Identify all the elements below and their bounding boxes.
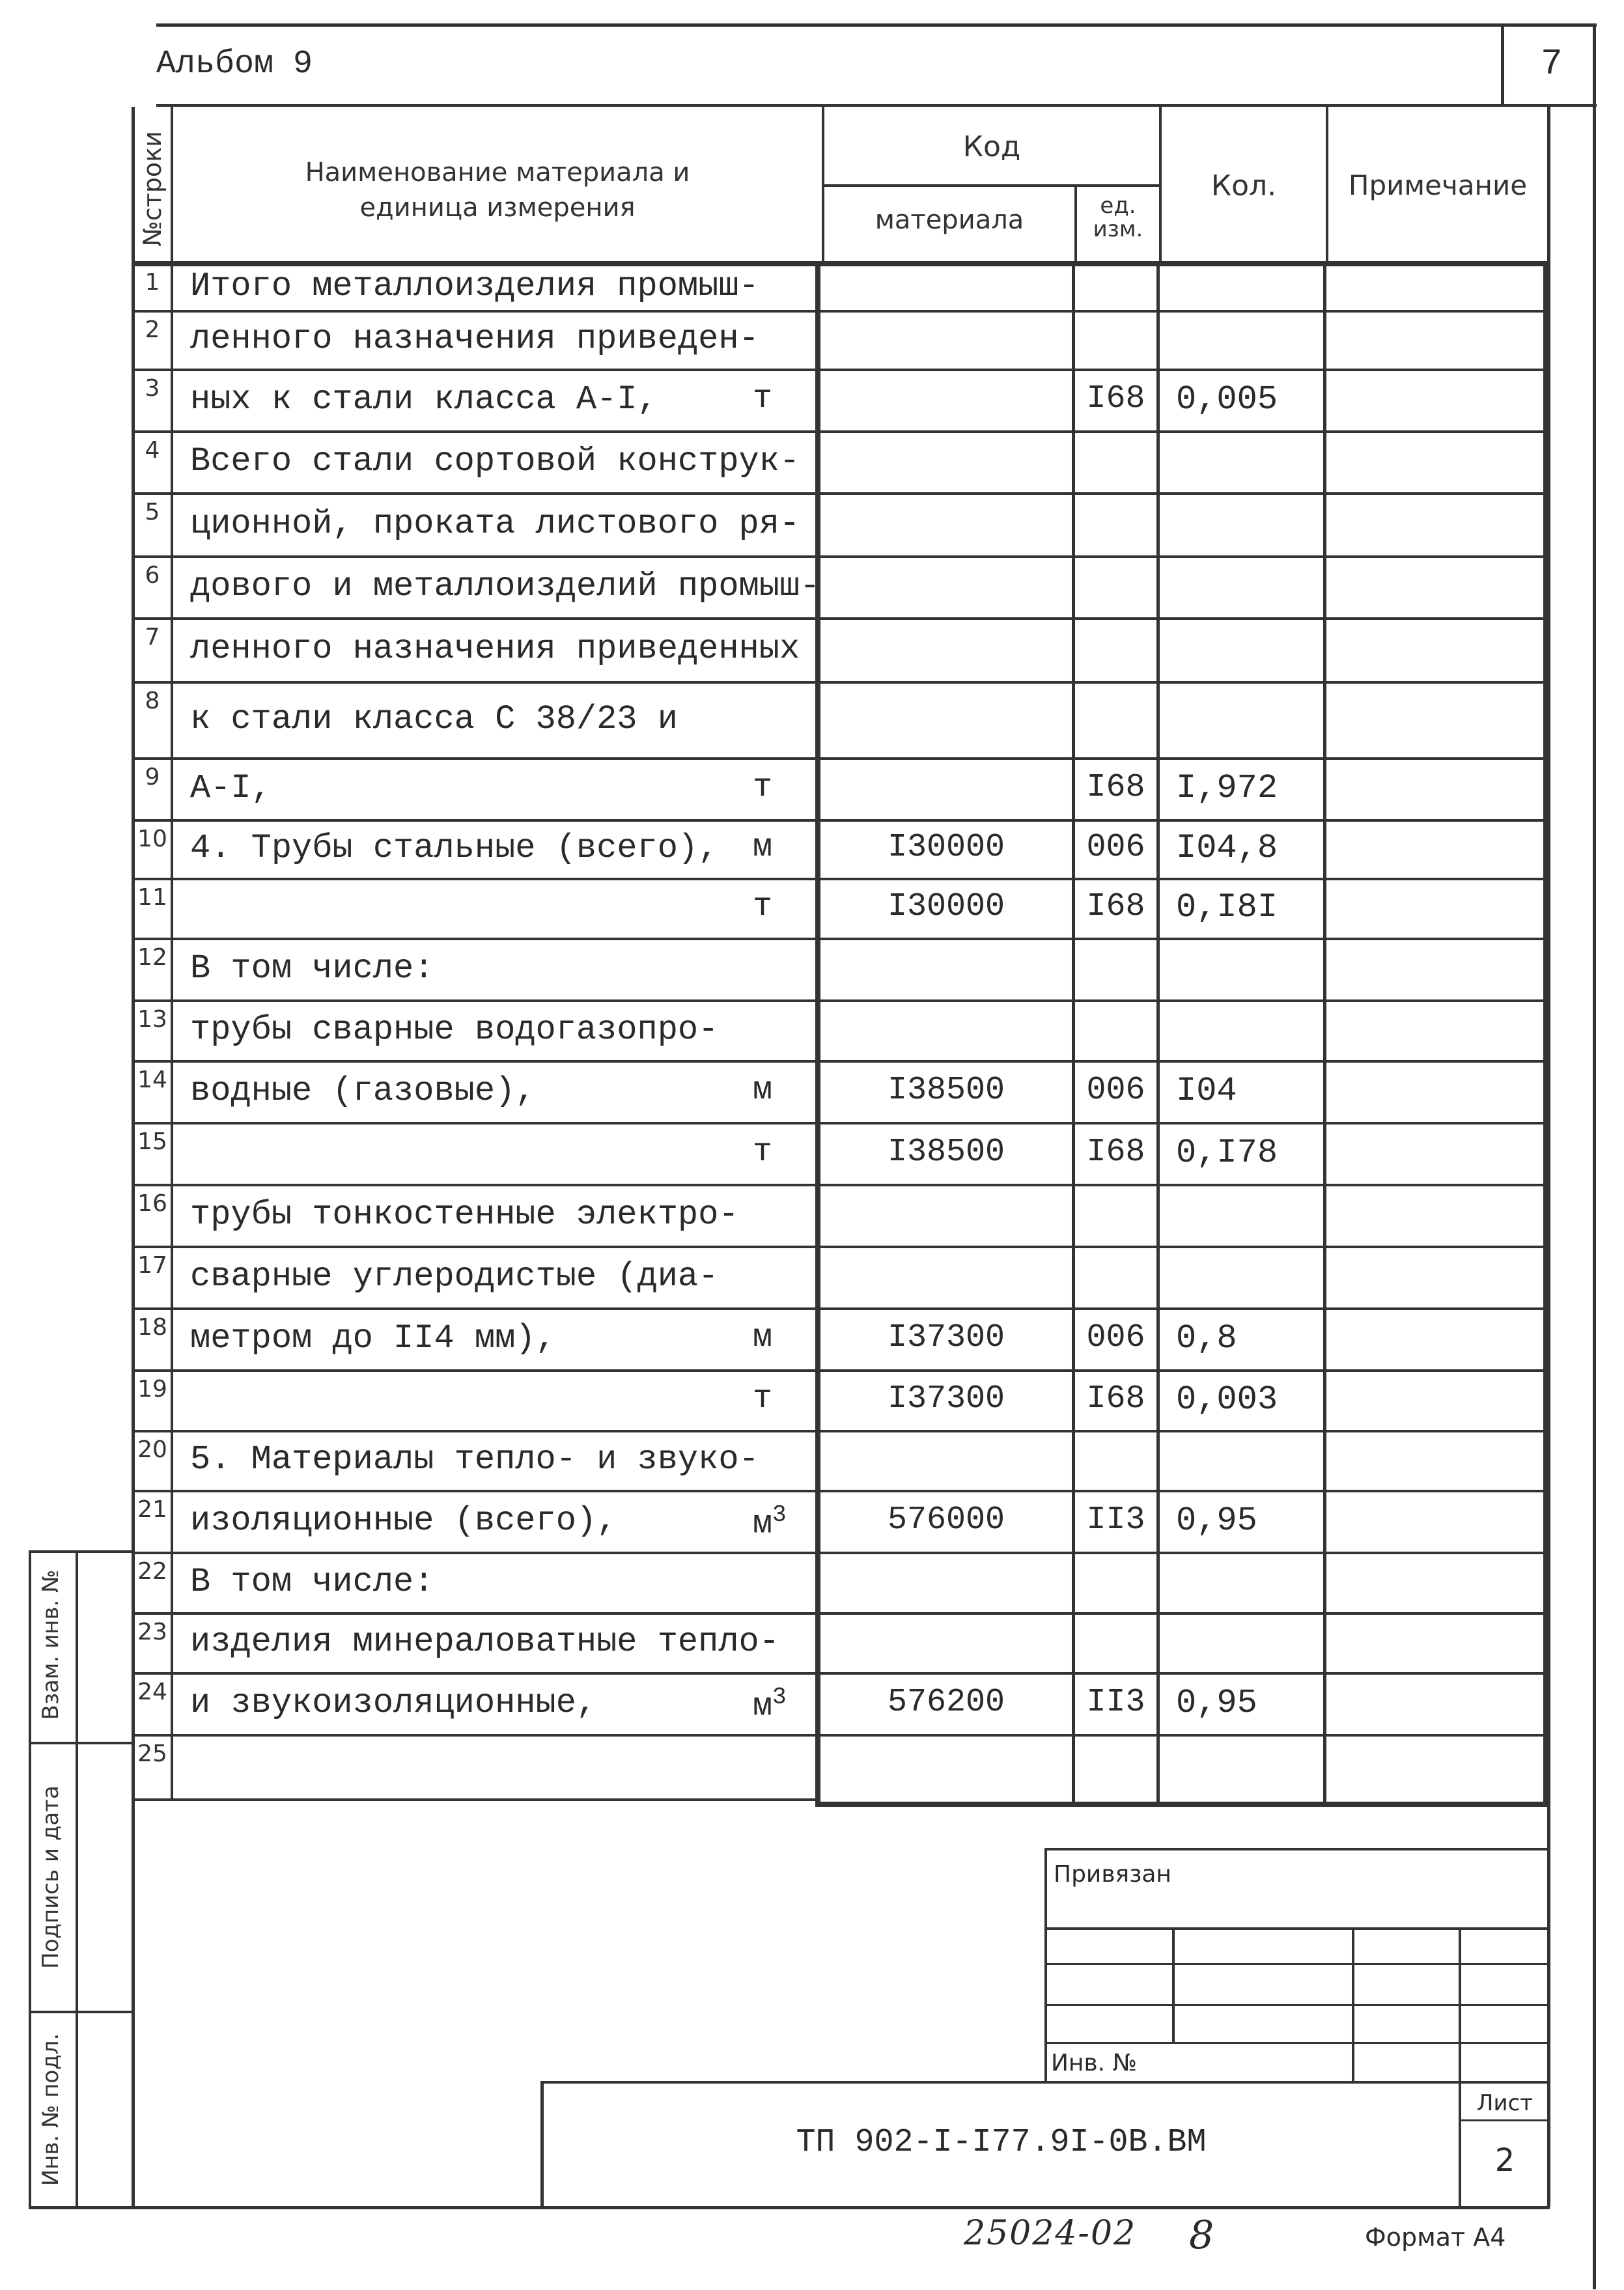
tb-code-top bbox=[540, 2081, 1548, 2084]
row-number: 9 bbox=[145, 764, 160, 790]
row-separator bbox=[132, 819, 1550, 822]
header-row-no: №строки bbox=[138, 131, 167, 247]
row-separator bbox=[132, 878, 1550, 880]
row-unit-code: I68 bbox=[1086, 1380, 1145, 1417]
row-unit-text: т bbox=[753, 1133, 773, 1171]
row-number: 2 bbox=[145, 316, 160, 343]
row-number: 22 bbox=[137, 1558, 167, 1585]
row-quantity: 0,003 bbox=[1176, 1380, 1278, 1419]
tb-grid-h2 bbox=[1044, 2004, 1548, 2006]
row-unit-text: т bbox=[753, 888, 773, 925]
footer-format: Формат А4 bbox=[1365, 2223, 1506, 2252]
row-unit-text: т bbox=[753, 380, 773, 417]
body-bottom bbox=[815, 1802, 1550, 1807]
row-separator bbox=[132, 430, 1550, 433]
header-material: материала bbox=[875, 205, 1024, 235]
row-number: 1 bbox=[145, 269, 160, 296]
row-number: 24 bbox=[137, 1679, 167, 1705]
tb-list-label: Лист bbox=[1476, 2090, 1533, 2116]
row-name: А-I, bbox=[190, 768, 272, 807]
row-separator bbox=[132, 1490, 1550, 1492]
row-unit-code: I68 bbox=[1086, 1133, 1145, 1171]
row-unit-text: м bbox=[753, 1071, 773, 1109]
row-unit-code: I68 bbox=[1086, 768, 1145, 806]
row-number: 23 bbox=[137, 1619, 167, 1645]
row-material-code: I37300 bbox=[887, 1380, 1005, 1417]
row-separator bbox=[132, 310, 1550, 313]
row-quantity: I04 bbox=[1176, 1071, 1237, 1110]
row-number: 4 bbox=[145, 437, 160, 464]
row-name: 4. Трубы стальные (всего), bbox=[190, 829, 719, 867]
row-quantity: 0,I78 bbox=[1176, 1133, 1278, 1172]
body-top-border bbox=[132, 261, 1550, 266]
row-number: 20 bbox=[137, 1436, 167, 1463]
header-code: Код bbox=[962, 130, 1021, 163]
row-separator bbox=[132, 617, 1550, 620]
tb-grid-h3 bbox=[1044, 2042, 1548, 2044]
row-material-code: I30000 bbox=[887, 829, 1005, 866]
side-stamp-top bbox=[29, 1550, 134, 1553]
row-name: дового и металлоизделий промыш- bbox=[190, 566, 820, 606]
row-name: В том числе: bbox=[190, 949, 434, 988]
row-separator bbox=[132, 1184, 1550, 1186]
frame-top bbox=[156, 23, 1597, 27]
tb-privyazan-bottom bbox=[1044, 1927, 1548, 1930]
table-left-border bbox=[132, 107, 135, 2207]
row-name: 5. Материалы тепло- и звуко- bbox=[190, 1440, 759, 1479]
row-unit-code: I68 bbox=[1086, 888, 1145, 925]
header-unit bbox=[1077, 194, 1159, 241]
row-separator bbox=[132, 999, 1550, 1002]
row-name: ционной, проката листового ря- bbox=[190, 504, 800, 543]
row-name: Итого металлоизделия промыш- bbox=[190, 266, 759, 305]
row-name: водные (газовые), bbox=[190, 1071, 536, 1110]
row-unit-text: т bbox=[753, 768, 773, 806]
row-name: метром до II4 мм), bbox=[190, 1319, 556, 1358]
row-name: В том числе: bbox=[190, 1562, 434, 1601]
row-separator bbox=[132, 938, 1550, 940]
row-number: 13 bbox=[137, 1006, 167, 1033]
tb-list-no: 2 bbox=[1494, 2142, 1515, 2179]
row-quantity: 0,95 bbox=[1176, 1683, 1257, 1722]
row-separator bbox=[132, 1060, 1550, 1063]
side-stamp-podpis: Подпись и дата bbox=[38, 1785, 64, 1969]
header-name bbox=[173, 155, 822, 225]
footer-handwritten-number: 25024-02 bbox=[964, 2214, 1137, 2253]
row-name: сварные углеродистые (диа- bbox=[190, 1257, 719, 1296]
unit-superscript: 3 bbox=[772, 1501, 787, 1528]
header-name-line2: единица измерения bbox=[359, 193, 636, 223]
row-name: изоляционные (всего), bbox=[190, 1501, 617, 1540]
row-name: ленного назначения приведенных bbox=[190, 630, 800, 668]
row-separator bbox=[132, 681, 1550, 684]
side-stamp-h1 bbox=[29, 1742, 134, 1744]
row-separator bbox=[132, 1307, 1550, 1310]
tb-privyazan-top bbox=[1044, 1848, 1548, 1850]
row-separator bbox=[132, 1122, 1550, 1124]
header-name-line1: Наименование материала и bbox=[305, 158, 690, 188]
row-number: 16 bbox=[137, 1190, 167, 1217]
row-number: 12 bbox=[137, 944, 167, 971]
row-quantity: 0,8 bbox=[1176, 1319, 1237, 1358]
row-separator bbox=[132, 369, 1550, 371]
album-label: Альбом 9 bbox=[156, 46, 313, 83]
header-unit-line1: ед. bbox=[1100, 193, 1136, 219]
tb-grid-v3 bbox=[1459, 1927, 1461, 2084]
tb-privyazan: Привязан bbox=[1054, 1861, 1171, 1888]
frame-right bbox=[1593, 23, 1596, 2289]
row-name: изделия минераловатные тепло- bbox=[190, 1623, 779, 1661]
row-unit-code: 006 bbox=[1086, 1071, 1145, 1109]
row-unit-code: 006 bbox=[1086, 1319, 1145, 1356]
row-number: 17 bbox=[137, 1252, 167, 1279]
row-unit-text: м bbox=[753, 829, 773, 866]
side-stamp-left bbox=[29, 1550, 31, 2208]
row-number: 3 bbox=[145, 375, 160, 402]
unit-superscript: 3 bbox=[772, 1683, 787, 1711]
row-name: к стали класса С 38/23 и bbox=[190, 699, 678, 738]
row-name: ных к стали класса А-I, bbox=[190, 380, 658, 419]
row-quantity: 0,95 bbox=[1176, 1501, 1257, 1540]
tb-privyazan-left bbox=[1044, 1848, 1047, 2084]
row-unit-code: II3 bbox=[1086, 1501, 1145, 1539]
row-unit-text: т bbox=[753, 1380, 773, 1417]
row-material-code: I30000 bbox=[887, 888, 1005, 925]
row-number: 10 bbox=[137, 826, 167, 852]
tb-list-hline bbox=[1459, 2119, 1548, 2121]
row-unit-text: $м^3$ bbox=[753, 1683, 787, 1725]
row-number: 7 bbox=[145, 624, 160, 650]
footer-copy-number: 8 bbox=[1189, 2213, 1214, 2258]
row-separator bbox=[132, 1430, 1550, 1432]
tb-grid-v1 bbox=[1172, 1927, 1175, 2043]
row-unit-text: м bbox=[753, 1319, 773, 1356]
tb-inv-no: Инв. № bbox=[1051, 2050, 1138, 2076]
row-name: ленного назначения приведен- bbox=[190, 320, 759, 358]
row-number: 8 bbox=[145, 688, 160, 714]
tb-grid-h1 bbox=[1044, 1963, 1548, 1965]
row-unit-code: II3 bbox=[1086, 1683, 1145, 1721]
row-name: Всего стали сортовой конструк- bbox=[190, 441, 800, 481]
tb-list-left bbox=[1459, 2081, 1461, 2207]
page-number: 7 bbox=[1541, 43, 1563, 85]
row-number: 25 bbox=[137, 1740, 167, 1767]
row-material-code: 576000 bbox=[887, 1501, 1005, 1539]
header-qty: Кол. bbox=[1211, 169, 1277, 202]
row-separator bbox=[132, 1734, 1550, 1737]
row-number: 5 bbox=[145, 499, 160, 525]
side-stamp-inv: Инв. № подл. bbox=[38, 2033, 64, 2186]
row-number: 21 bbox=[137, 1496, 167, 1523]
row-material-code: 576200 bbox=[887, 1683, 1005, 1721]
row-quantity: I,972 bbox=[1176, 768, 1278, 807]
row-number: 18 bbox=[137, 1314, 167, 1341]
table-bottom-border bbox=[29, 2206, 1550, 2209]
row-quantity: 0,I8I bbox=[1176, 888, 1278, 927]
row-number: 15 bbox=[137, 1128, 167, 1155]
row-quantity: I04,8 bbox=[1176, 829, 1278, 867]
row-number: 11 bbox=[137, 884, 167, 911]
row-unit-code: I68 bbox=[1086, 380, 1145, 417]
row-separator bbox=[132, 1672, 1550, 1675]
row-separator bbox=[132, 1369, 1550, 1372]
row-separator bbox=[132, 555, 1550, 558]
side-stamp-vzam: Взам. инв. № bbox=[38, 1569, 64, 1720]
row-name: трубы сварные водогазопро- bbox=[190, 1010, 719, 1049]
row-number: 14 bbox=[137, 1067, 167, 1093]
side-stamp-split bbox=[76, 1550, 78, 2208]
table-end-line bbox=[132, 1798, 818, 1801]
row-separator bbox=[132, 757, 1550, 760]
row-unit-code: 006 bbox=[1086, 829, 1145, 866]
page-number-divider bbox=[1501, 23, 1504, 107]
row-separator bbox=[132, 1612, 1550, 1615]
row-name: и звукоизоляционные, bbox=[190, 1683, 597, 1722]
header-col-line-rownum bbox=[171, 107, 173, 1800]
row-separator bbox=[132, 1552, 1550, 1554]
row-unit-text: $м^3$ bbox=[753, 1501, 787, 1543]
row-material-code: I38500 bbox=[887, 1133, 1005, 1171]
row-separator bbox=[132, 492, 1550, 495]
row-name: трубы тонкостенные электро- bbox=[190, 1195, 739, 1234]
row-separator bbox=[132, 1246, 1550, 1248]
header-code-hline bbox=[822, 184, 1160, 187]
row-number: 6 bbox=[145, 562, 160, 589]
row-material-code: I38500 bbox=[887, 1071, 1005, 1109]
tb-grid-v2 bbox=[1352, 1927, 1354, 2084]
header-divider bbox=[156, 104, 1597, 107]
tb-doc-code: ТП 902-I-I77.9I-0В.ВМ bbox=[796, 2124, 1207, 2161]
row-number: 19 bbox=[137, 1376, 167, 1403]
row-quantity: 0,005 bbox=[1176, 380, 1278, 419]
header-note: Примечание bbox=[1348, 169, 1528, 201]
header-unit-line2: изм. bbox=[1093, 216, 1143, 242]
row-material-code: I37300 bbox=[887, 1319, 1005, 1356]
